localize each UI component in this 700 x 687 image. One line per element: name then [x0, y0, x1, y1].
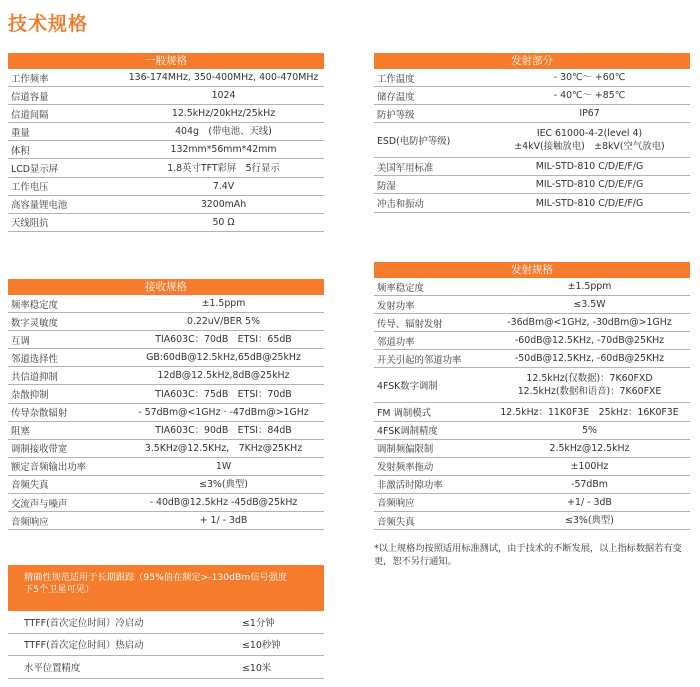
spec-value — [489, 514, 690, 527]
spec-value-line: TIA603C：90dB ETSI：84dB — [155, 424, 292, 436]
spec-value — [489, 316, 690, 329]
spec-value-line: MIL-STD-810 C/D/E/F/G — [535, 161, 644, 173]
spec-value — [489, 334, 690, 347]
spec-value-line: IP67 — [579, 108, 600, 120]
spec-value-line: 5% — [582, 424, 597, 436]
spec-value-line: 136-174MHz, 350-400MHz, 400-470MHz — [128, 72, 319, 84]
spec-row — [374, 332, 690, 350]
spec-label: 工作温度 — [377, 73, 415, 85]
spec-value — [123, 424, 324, 437]
spec-row — [374, 87, 690, 105]
spec-label: FM 调制模式 — [377, 408, 431, 420]
transmit-part-table — [374, 53, 690, 213]
spec-value-line: - 40dB@12.5kHz -45dB@25kHz — [149, 497, 298, 509]
receive-spec-header: 接收规格 — [8, 279, 324, 295]
spec-value-line: - 30℃～ +60℃ — [553, 72, 626, 84]
spec-row — [374, 476, 690, 494]
spec-value-line: 404g (带电池、天线) — [175, 126, 272, 138]
spec-row — [8, 331, 324, 349]
spec-row — [8, 512, 324, 530]
spec-value — [489, 460, 690, 473]
spec-label: 数字灵敏度 — [11, 317, 58, 329]
transmit-part-header: 发射部分 — [374, 53, 690, 69]
spec-value-line: 2.5kHz@12.5kHz — [549, 442, 630, 454]
spec-label: 防护等级 — [377, 109, 415, 121]
spec-value — [489, 107, 690, 120]
spec-row — [8, 214, 324, 232]
spec-value-line: ±1.5ppm — [567, 281, 612, 293]
spec-value-line: MIL-STD-810 C/D/E/F/G — [535, 179, 644, 191]
spec-value-line: ±100Hz — [570, 460, 609, 472]
spec-label: 杂散抑制 — [11, 390, 49, 402]
spec-label: 调制接收带宽 — [11, 444, 68, 456]
spec-label: 频率稳定度 — [377, 282, 424, 294]
spec-value-line: 3.5KHz@12.5KHz, 7KHz@25KHz — [144, 442, 303, 454]
spec-row — [8, 458, 324, 476]
spec-row — [374, 458, 690, 476]
spec-value — [123, 143, 324, 156]
spec-value — [123, 478, 324, 491]
spec-value-line: 0.22uV/BER 5% — [186, 316, 261, 328]
spec-value-line: ≤3.5W — [573, 299, 606, 311]
spec-label: 音频失真 — [377, 516, 415, 528]
gps-row-value: ≤10秒钟 — [242, 640, 281, 652]
spec-value — [123, 442, 324, 455]
spec-label: 4FSK数字调制 — [377, 381, 438, 393]
spec-value-line: 1W — [215, 460, 232, 472]
spec-value — [489, 298, 690, 311]
spec-value-line: IEC 61000-4-2(level 4) — [536, 128, 643, 140]
spec-row — [374, 368, 690, 403]
spec-value — [123, 180, 324, 193]
spec-label: 传导、辐射发射 — [377, 318, 443, 330]
spec-value — [123, 89, 324, 102]
spec-value-line: GB:60dB@12.5kHz,65dB@25kHz — [146, 352, 301, 364]
spec-row — [8, 159, 324, 177]
spec-row — [8, 69, 324, 87]
spec-label: 调制频偏限制 — [377, 444, 434, 456]
spec-value — [489, 424, 690, 437]
spec-label: 高容量锂电池 — [11, 200, 68, 212]
spec-value — [123, 388, 324, 401]
spec-row — [374, 494, 690, 512]
spec-row — [8, 123, 324, 141]
spec-value — [123, 125, 324, 138]
spec-label: 音频响应 — [377, 498, 415, 510]
page-title: 技术规格 — [8, 13, 89, 35]
gps-row-label: TTFF(首次定位时间）冷启动 — [24, 617, 144, 629]
spec-value — [489, 178, 690, 191]
spec-value-line: MIL-STD-810 C/D/E/F/G — [535, 197, 644, 209]
spec-label: 阻塞 — [11, 426, 30, 438]
gps-row — [8, 634, 324, 657]
spec-label: 工作电压 — [11, 182, 49, 194]
spec-value-line: ≤3%(典型) — [565, 515, 614, 527]
spec-row — [374, 512, 690, 530]
spec-row — [374, 296, 690, 314]
spec-label: LCD显示屏 — [11, 164, 59, 176]
spec-label: 音频响应 — [11, 516, 49, 528]
spec-value-line: 1024 — [211, 90, 236, 102]
spec-label: 体积 — [11, 145, 30, 157]
spec-label: 非激活时隙功率 — [377, 480, 443, 492]
spec-value — [123, 351, 324, 364]
spec-value — [123, 315, 324, 328]
spec-value — [489, 352, 690, 365]
spec-value — [123, 369, 324, 382]
spec-value — [123, 297, 324, 310]
spec-value — [123, 162, 324, 175]
spec-value-line: TIA603C：75dB ETSI：70dB — [155, 388, 292, 400]
spec-value — [489, 197, 690, 210]
spec-value-line: ±1.5ppm — [201, 298, 246, 310]
spec-value-line: 132mm*56mm*42mm — [170, 144, 277, 156]
spec-label: 发射频率拖动 — [377, 462, 434, 474]
spec-label: 额定音频输出功率 — [11, 462, 87, 474]
spec-row — [374, 105, 690, 123]
general-spec-table — [8, 53, 324, 232]
spec-value-line: TIA603C：70dB ETSI：65dB — [155, 334, 292, 346]
spec-value — [123, 514, 324, 527]
spec-value-line: +1/ - 3dB — [567, 496, 612, 508]
spec-value — [123, 406, 324, 419]
transmit-spec-table — [374, 262, 690, 530]
spec-row — [8, 295, 324, 313]
spec-value-line: 12.5kHz/20kHz/25kHz — [171, 108, 276, 120]
spec-value — [489, 127, 690, 153]
spec-value-line: -50dB@12.5KHz, -60dB@25KHz — [514, 353, 665, 365]
spec-label: 交流声与噪声 — [11, 498, 68, 510]
spec-label: 传导杂散辐射 — [11, 408, 68, 420]
transmit-spec-header: 发射规格 — [374, 262, 690, 278]
gps-header-line-1: 精确性规范适用于长期跟踪（95%值在额定>-130dBm信号强度 — [24, 572, 287, 583]
spec-label: 储存温度 — [377, 91, 415, 103]
gps-spec-table — [8, 565, 324, 679]
spec-row — [8, 404, 324, 422]
spec-row — [374, 314, 690, 332]
spec-row — [374, 176, 690, 194]
spec-value-line: -60dB@12.5KHz, -70dB@25KHz — [514, 335, 665, 347]
spec-value-line: + 1/ - 3dB — [199, 515, 248, 527]
spec-value-line: 3200mAh — [200, 198, 247, 210]
spec-label: 天线阻抗 — [11, 218, 49, 230]
spec-label: 重量 — [11, 127, 30, 139]
spec-label: 频率稳定度 — [11, 299, 58, 311]
spec-value — [123, 333, 324, 346]
spec-value-line: ≤3%(典型) — [199, 478, 248, 490]
spec-value-line: 12dB@12.5kHz,8dB@25kHz — [157, 370, 290, 382]
spec-value-line: 12.5kHz：11K0F3E 25kHz：16K0F3E — [500, 406, 679, 418]
spec-row — [374, 278, 690, 296]
spec-row — [374, 69, 690, 87]
spec-value-line: 12.5kHz(数据和语音)：7K60FXE — [517, 386, 662, 398]
spec-row — [374, 422, 690, 440]
general-spec-header: 一般规格 — [8, 53, 324, 69]
spec-label: 美国军用标准 — [377, 162, 434, 174]
spec-row — [8, 440, 324, 458]
spec-value — [489, 496, 690, 509]
spec-value — [489, 406, 690, 419]
spec-value — [489, 478, 690, 491]
gps-row-label: 水平位置精度 — [24, 662, 81, 674]
spec-row — [374, 350, 690, 368]
spec-row — [8, 494, 324, 512]
gps-row-value: ≤1分钟 — [242, 617, 275, 629]
spec-row — [374, 403, 690, 421]
spec-row — [8, 367, 324, 385]
spec-value — [489, 71, 690, 84]
spec-value-line: 1.8英寸TFT彩屏 5行显示 — [167, 162, 280, 174]
spec-row — [8, 476, 324, 494]
spec-label: 冲击和振动 — [377, 199, 424, 211]
spec-value — [123, 107, 324, 120]
gps-spec-header — [8, 565, 324, 611]
spec-value — [123, 496, 324, 509]
spec-value — [489, 372, 690, 398]
spec-value — [123, 71, 324, 84]
gps-header-line-2: 下5个卫星可见） — [24, 584, 95, 595]
spec-row — [374, 194, 690, 212]
gps-row — [8, 611, 324, 634]
spec-label: 防湿 — [377, 180, 396, 192]
footnote: *以上规格均按照适用标准测试，由于技术的不断发展，以上指标数据若有变更，恕不另行通知。 — [374, 543, 682, 567]
spec-value — [489, 160, 690, 173]
spec-row — [8, 105, 324, 123]
spec-label: 开关引起的邻道功率 — [377, 354, 462, 366]
spec-label: ESD(电防护等级) — [377, 136, 451, 148]
spec-row — [374, 440, 690, 458]
spec-row — [8, 422, 324, 440]
spec-label: 发射功率 — [377, 300, 415, 312]
spec-row — [374, 158, 690, 176]
gps-row — [8, 656, 324, 679]
spec-value-line: - 57dBm@<1GHz · -47dBm@>1GHz — [138, 406, 309, 418]
spec-value-line: 12.5kHz(仅数据)：7K60FXD — [526, 373, 653, 385]
spec-value-line: -36dBm@<1GHz, -30dBm@>1GHz — [507, 317, 672, 329]
spec-label: 共信道抑制 — [11, 371, 58, 383]
spec-row — [8, 178, 324, 196]
spec-value — [489, 280, 690, 293]
spec-row — [8, 313, 324, 331]
spec-row — [374, 123, 690, 158]
spec-label: 信道容量 — [11, 91, 49, 103]
spec-row — [8, 349, 324, 367]
spec-value-line: - 40℃～ +85℃ — [553, 90, 626, 102]
spec-label: 邻道功率 — [377, 336, 415, 348]
spec-label: 音频失真 — [11, 480, 49, 492]
spec-value — [123, 460, 324, 473]
receive-spec-table — [8, 279, 324, 530]
spec-value — [123, 198, 324, 211]
spec-value — [123, 216, 324, 229]
spec-label: 互调 — [11, 335, 30, 347]
spec-value-line: ±4kV(接触放电) ±8kV(空气放电) — [514, 141, 665, 153]
spec-label: 工作频率 — [11, 73, 49, 85]
gps-row-label: TTFF(首次定位时间）热启动 — [24, 640, 144, 652]
spec-value — [489, 89, 690, 102]
spec-row — [8, 141, 324, 159]
spec-value-line: 50 Ω — [212, 216, 235, 228]
spec-row — [8, 196, 324, 214]
gps-row-value: ≤10米 — [242, 662, 272, 674]
spec-value-line: -57dBm — [571, 478, 608, 490]
spec-label: 信道间隔 — [11, 109, 49, 121]
spec-value — [489, 442, 690, 455]
spec-row — [8, 385, 324, 403]
spec-label: 邻道选择性 — [11, 353, 58, 365]
spec-row — [8, 87, 324, 105]
spec-label: 4FSK调制精度 — [377, 426, 438, 438]
spec-value-line: 7.4V — [212, 180, 235, 192]
